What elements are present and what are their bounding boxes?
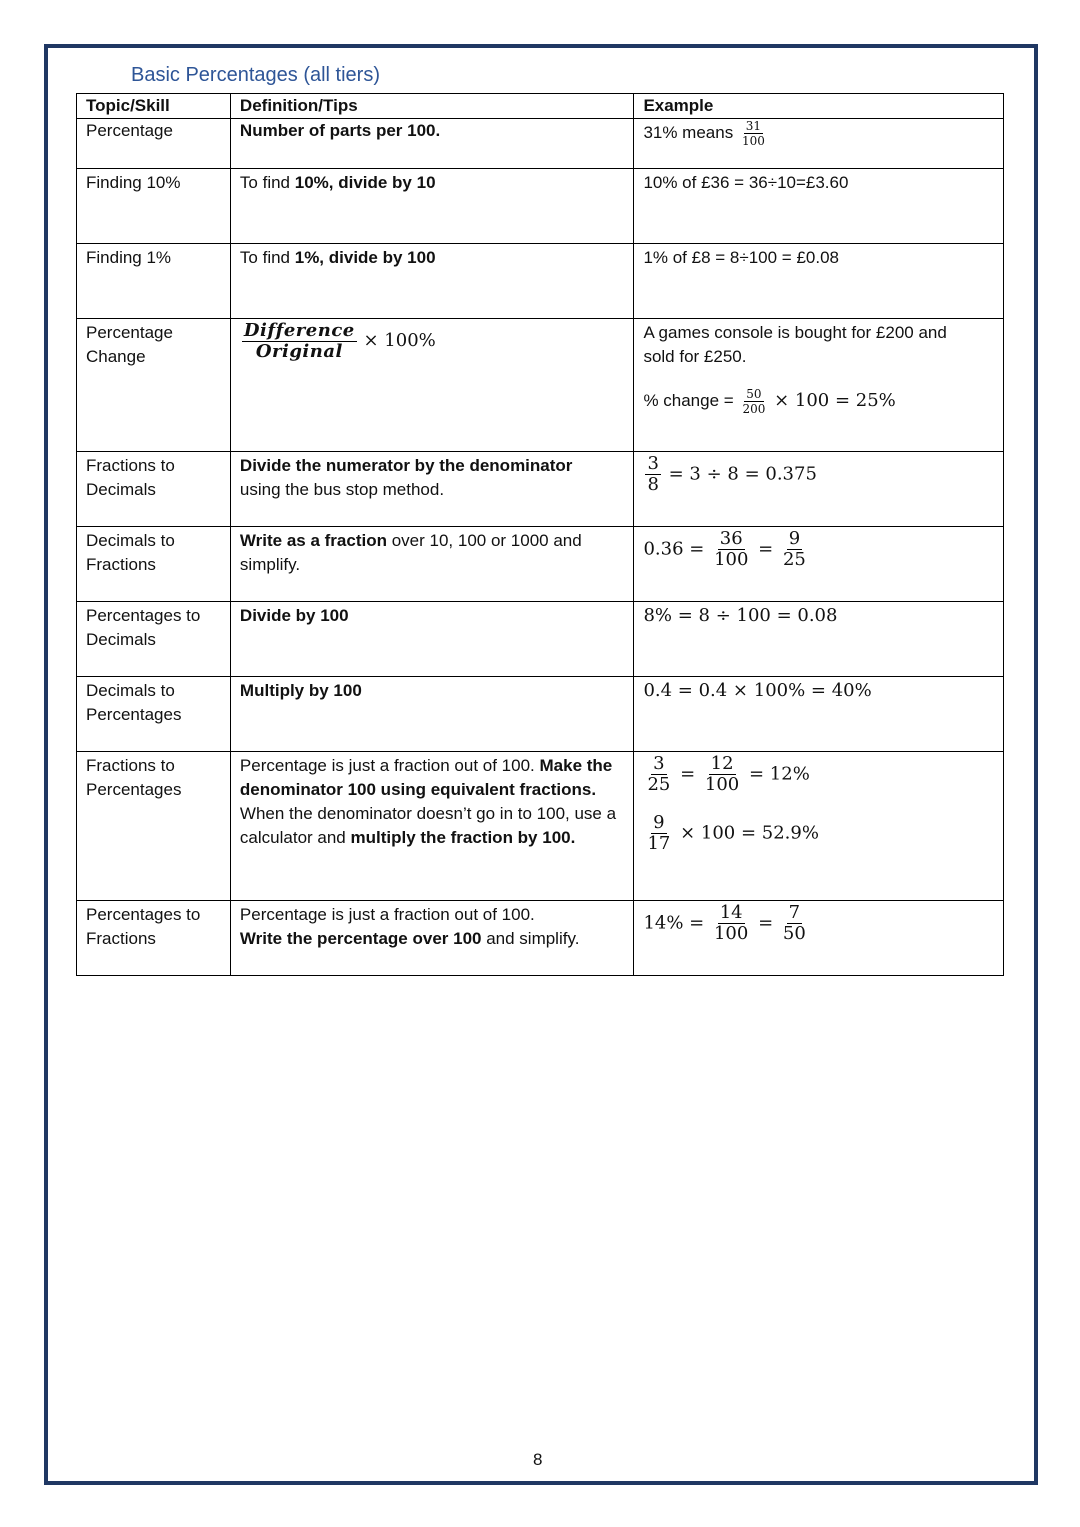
percentage-change-formula: $\frac{\text{Difference}}{\text{Original}}$ [243, 320, 355, 362]
definition-cell: Percentage is just a fraction out of 100. Write the percentage over 100 and simplify. [230, 901, 634, 976]
definition-cell: Divide the numerator by the denominator using the bus stop method. [230, 452, 634, 527]
table-row [77, 527, 1004, 602]
percentages-table [76, 93, 1004, 976]
fraction: $\frac{50}{200}$ [742, 387, 766, 416]
example-cell: 0.36 = $\frac{36}{100}$ = $\frac{9}{25}$ [634, 527, 1004, 602]
definition-cell: Multiply by 100 [230, 677, 634, 752]
header-example: Example [634, 94, 1004, 119]
example-cell: 31% means $\frac{31}{100}$ [634, 119, 1004, 169]
definition-cell: Number of parts per 100. [230, 119, 634, 169]
fraction: $\frac{9}{17}$ [647, 812, 671, 854]
topic-cell: Percentage [77, 119, 231, 169]
header-definition: Definition/Tips [230, 94, 634, 119]
topic-cell: Percentages to Fractions [77, 901, 231, 976]
table-row [77, 169, 1004, 244]
table-row [77, 901, 1004, 976]
table-row [77, 752, 1004, 901]
fraction: $\frac{12}{100}$ [704, 753, 740, 795]
topic-cell: Percentage Change [77, 319, 231, 452]
fraction: $\frac{31}{100}$ [741, 119, 765, 148]
fraction: $\frac{7}{50}$ [782, 902, 806, 944]
example-cell: 10% of £36 = 36÷10=£3.60 [634, 169, 1004, 244]
example-cell: 1% of £8 = 8÷100 = £0.08 [634, 244, 1004, 319]
table-row [77, 244, 1004, 319]
definition-cell: To find 1%, divide by 100 [230, 244, 634, 319]
topic-cell: Decimals to Fractions [77, 527, 231, 602]
example-cell: 8% = 8 ÷ 100 = 0.08 [634, 602, 1004, 677]
table-row [77, 119, 1004, 169]
table-row [77, 452, 1004, 527]
fraction: $\frac{9}{25}$ [782, 528, 806, 570]
fraction: $\frac{36}{100}$ [714, 528, 749, 570]
topic-cell: Decimals to Percentages [77, 677, 231, 752]
table-row [77, 602, 1004, 677]
example-cell: $\frac{3}{8}$ = 3 ÷ 8 = 0.375 [634, 452, 1004, 527]
topic-cell: Fractions to Decimals [77, 452, 231, 527]
header-topic: Topic/Skill [77, 94, 231, 119]
topic-cell: Fractions to Percentages [77, 752, 231, 901]
table-header-row [77, 94, 1004, 119]
fraction: $\frac{3}{8}$ [647, 453, 659, 495]
example-cell: $\frac{3}{25}$ = $\frac{12}{100}$ = 12% $\frac{9}{17}$ × 100 = 52.9% [634, 752, 1004, 901]
fraction: $\frac{14}{100}$ [713, 902, 749, 944]
page-title: Basic Percentages (all tiers) [131, 64, 380, 86]
definition-cell: Write as a fraction over 10, 100 or 1000 and simplify. [230, 527, 634, 602]
table-row [77, 319, 1004, 452]
definition-cell: To find 10%, divide by 10 [230, 169, 634, 244]
example-cell: A games console is bought for £200 and sold for £250. % change = $\frac{50}{200}$ × 100 = 25% [634, 319, 1004, 452]
topic-cell: Finding 1% [77, 244, 231, 319]
table-row [77, 677, 1004, 752]
example-cell: 14% = $\frac{14}{100}$ = $\frac{7}{50}$ [634, 901, 1004, 976]
topic-cell: Percentages to Decimals [77, 602, 231, 677]
topic-cell: Finding 10% [77, 169, 231, 244]
example-cell: 0.4 = 0.4 × 100% = 40% [634, 677, 1004, 752]
definition-cell: $\frac{\text{Difference}}{\text{Original}}$ × 100% [230, 319, 634, 452]
fraction: $\frac{3}{25}$ [647, 753, 671, 795]
definition-cell: Percentage is just a fraction out of 100. Make the denominator 100 using equivalent fractions. When the denominator doesn’t go in to 100, use a calculator and multiply the fraction by 100. [230, 752, 634, 901]
definition-cell: Divide by 100 [230, 602, 634, 677]
page-number: 8 [533, 1450, 543, 1469]
